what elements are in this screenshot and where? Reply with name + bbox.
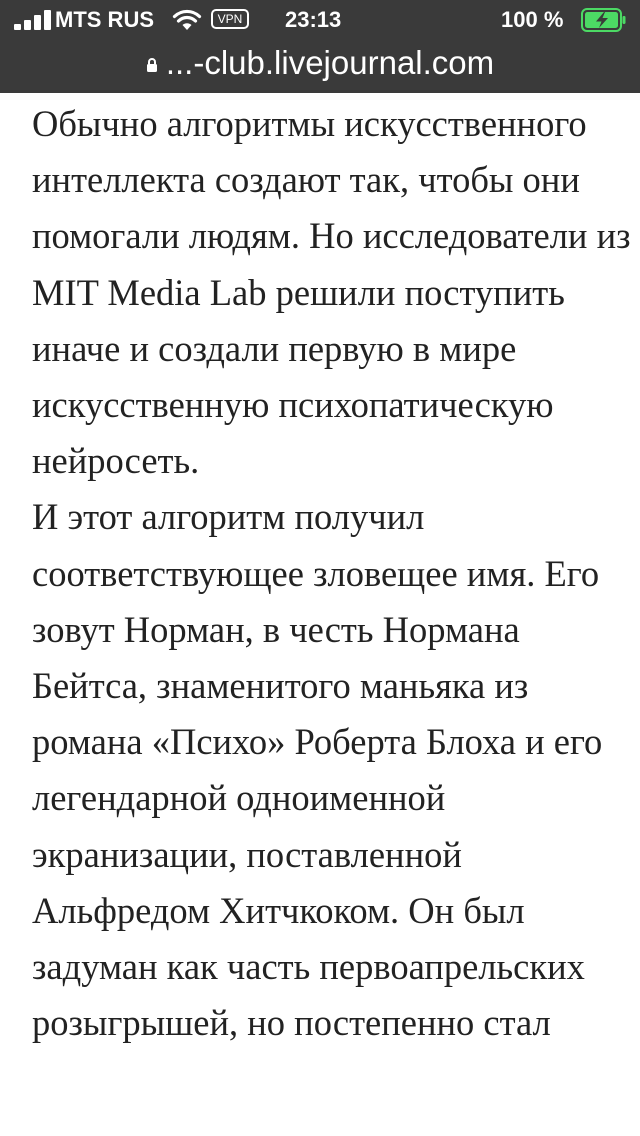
article-paragraph: Обычно алгоритмы искусственного интеллекта создают так, чтобы они помогали людям. Но исследователи из MIT Media Lab решили поступить иначе и создали первую в мире искусственную психопатическую нейросеть. bbox=[32, 103, 631, 482]
battery-charging-icon bbox=[581, 8, 627, 32]
url-text: ...-club.livejournal.com bbox=[165, 44, 495, 81]
lock-icon bbox=[146, 57, 158, 73]
battery-percentage: 100 % bbox=[501, 7, 564, 32]
status-bar bbox=[0, 0, 640, 40]
cellular-signal-icon bbox=[14, 10, 52, 30]
wifi-icon bbox=[172, 9, 202, 31]
address-bar[interactable] bbox=[0, 40, 640, 93]
vpn-badge: VPN bbox=[211, 9, 249, 29]
article-body bbox=[32, 96, 632, 1136]
article-paragraph: И этот алгоритм получил соответствующее зловещее имя. Его зовут Норман, в честь Нормана Бейтса, знаменитого маньяка из романа «Психо» Роберта Блоха и его легендарной одноименной экранизации, поставленной Альфредом Хитчкоком. Он был задуман как часть первоапрельских розыгрышей, но постепенно стал bbox=[32, 496, 603, 1044]
clock: 23:13 bbox=[285, 7, 342, 32]
carrier-name: MTS RUS bbox=[55, 7, 154, 32]
